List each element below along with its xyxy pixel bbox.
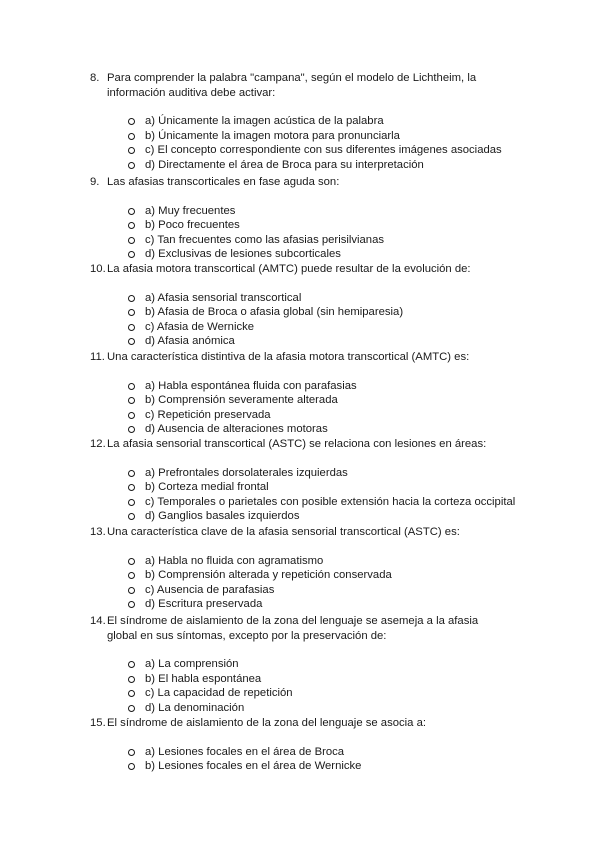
hollow-circle-bullet-icon: [128, 690, 135, 697]
option: d) Escritura preservada: [90, 597, 510, 612]
option: a) Únicamente la imagen acústica de la palabra: [90, 114, 510, 129]
options-list: [90, 204, 510, 262]
options-list: [90, 657, 510, 715]
question-12: [90, 437, 516, 524]
option: b) Comprensión alterada y repetición conservada: [90, 568, 510, 583]
hollow-circle-bullet-icon: [128, 749, 135, 756]
option: a) La comprensión: [90, 657, 510, 672]
hollow-circle-bullet-icon: [128, 222, 135, 229]
hollow-circle-bullet-icon: [128, 499, 135, 506]
hollow-circle-bullet-icon: [128, 412, 135, 419]
option: b) El habla espontánea: [90, 672, 510, 687]
question-number: 8.: [90, 72, 100, 84]
hollow-circle-bullet-icon: [128, 484, 135, 491]
hollow-circle-bullet-icon: [128, 661, 135, 668]
option: d) Ganglios basales izquierdos: [90, 509, 510, 524]
option: a) Afasia sensorial transcortical: [90, 291, 510, 306]
option: c) Ausencia de parafasias: [90, 583, 510, 598]
option: b) Corteza medial frontal: [90, 480, 510, 495]
hollow-circle-bullet-icon: [128, 470, 135, 477]
hollow-circle-bullet-icon: [128, 133, 135, 140]
option: d) Ausencia de alteraciones motoras: [90, 422, 510, 437]
hollow-circle-bullet-icon: [128, 383, 135, 390]
question-number: 13.: [90, 526, 106, 538]
question-9: [90, 175, 510, 262]
hollow-circle-bullet-icon: [128, 251, 135, 258]
question-text: El síndrome de aislamiento de la zona del lenguaje se asocia a:: [107, 717, 427, 729]
option: a) Lesiones focales en el área de Broca: [90, 745, 510, 760]
hollow-circle-bullet-icon: [128, 208, 135, 215]
question-text: Las afasias transcorticales en fase aguda son:: [107, 176, 340, 188]
option: c) El concepto correspondiente con sus diferentes imágenes asociadas: [90, 143, 510, 158]
question-number: 10.: [90, 263, 106, 275]
question-text: Una característica clave de la afasia sensorial transcortical (ASTC) es:: [107, 526, 460, 538]
hollow-circle-bullet-icon: [128, 587, 135, 594]
option: d) Exclusivas de lesiones subcorticales: [90, 247, 510, 262]
options-list: [90, 745, 510, 774]
option: b) Lesiones focales en el área de Wernicke: [90, 759, 510, 774]
option: a) Habla espontánea fluida con parafasias: [90, 379, 510, 394]
hollow-circle-bullet-icon: [128, 162, 135, 169]
question-15: [90, 716, 510, 774]
question-text: Una característica distintiva de la afasia motora transcortical (AMTC) es:: [107, 351, 470, 363]
option: d) Afasia anómica: [90, 334, 510, 349]
options-list: [90, 379, 510, 437]
hollow-circle-bullet-icon: [128, 513, 135, 520]
hollow-circle-bullet-icon: [128, 397, 135, 404]
question-number: 15.: [90, 717, 106, 729]
hollow-circle-bullet-icon: [128, 763, 135, 770]
option: d) La denominación: [90, 701, 510, 716]
option: c) Repetición preservada: [90, 408, 510, 423]
question-13: [90, 525, 510, 612]
hollow-circle-bullet-icon: [128, 147, 135, 154]
hollow-circle-bullet-icon: [128, 295, 135, 302]
question-number: 12.: [90, 438, 106, 450]
question-8: [90, 71, 510, 172]
question-11: [90, 350, 510, 437]
question-text: La afasia sensorial transcortical (ASTC) se relaciona con lesiones en áreas:: [107, 438, 487, 450]
hollow-circle-bullet-icon: [128, 572, 135, 579]
hollow-circle-bullet-icon: [128, 237, 135, 244]
hollow-circle-bullet-icon: [128, 705, 135, 712]
question-number: 14.: [90, 615, 106, 627]
question-number: 9.: [90, 176, 100, 188]
option: c) La capacidad de repetición: [90, 686, 510, 701]
hollow-circle-bullet-icon: [128, 558, 135, 565]
hollow-circle-bullet-icon: [128, 309, 135, 316]
options-list: [90, 554, 510, 612]
option: b) Afasia de Broca o afasia global (sin hemiparesia): [90, 305, 510, 320]
hollow-circle-bullet-icon: [128, 118, 135, 125]
option: a) Habla no fluida con agramatismo: [90, 554, 510, 569]
option: b) Únicamente la imagen motora para pronunciarla: [90, 129, 510, 144]
options-list: [90, 114, 510, 172]
hollow-circle-bullet-icon: [128, 426, 135, 433]
question-text: La afasia motora transcortical (AMTC) puede resultar de la evolución de:: [107, 263, 471, 275]
hollow-circle-bullet-icon: [128, 338, 135, 345]
option: a) Muy frecuentes: [90, 204, 510, 219]
option: a) Prefrontales dorsolaterales izquierdas: [90, 466, 510, 481]
hollow-circle-bullet-icon: [128, 676, 135, 683]
option: d) Directamente el área de Broca para su interpretación: [90, 158, 510, 173]
hollow-circle-bullet-icon: [128, 324, 135, 331]
options-list: [90, 466, 516, 524]
option: c) Afasia de Wernicke: [90, 320, 510, 335]
option: b) Poco frecuentes: [90, 218, 510, 233]
option: c) Temporales o parietales con posible extensión hacia la corteza occipital: [90, 495, 510, 510]
option: b) Comprensión severamente alterada: [90, 393, 510, 408]
options-list: [90, 291, 510, 349]
question-text: Para comprender la palabra "campana", según el modelo de Lichtheim, la información auditiva debe activar:: [107, 72, 477, 99]
question-14: [90, 614, 510, 715]
option: c) Tan frecuentes como las afasias perisilvianas: [90, 233, 510, 248]
question-text: El síndrome de aislamiento de la zona del lenguaje se asemeja a la afasia global en sus síntomas, excepto por la preservación de:: [107, 615, 479, 642]
question-10: [90, 262, 510, 349]
hollow-circle-bullet-icon: [128, 601, 135, 608]
question-number: 11.: [90, 351, 105, 363]
